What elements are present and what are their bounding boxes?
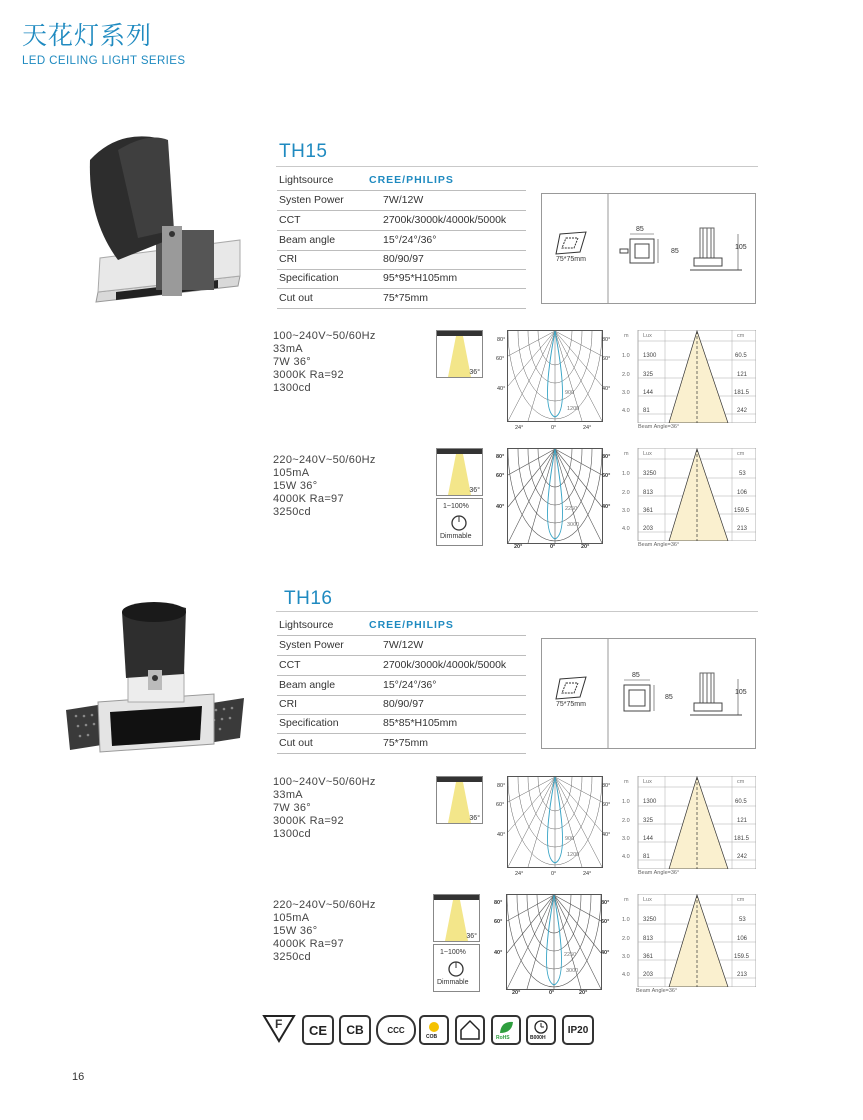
width-label: 85 [632,672,640,679]
spec-row-spec: Specification 85*85*H105mm [277,714,526,734]
height-label: 105 [735,244,747,251]
model-title: TH16 [284,588,333,609]
section-rule [276,611,758,612]
ip20-icon: IP20 [562,1015,594,1045]
ce-icon: CE [302,1015,334,1045]
dimmable-icon: 1~100% Dimmable [433,944,480,992]
lifetime-icon: B000H [526,1015,556,1045]
section-rule [276,166,758,167]
spec-row-beam: Beam angle 15°/24°/36° [277,231,526,251]
spec-row-cutout: Cut out 75*75mm [277,734,526,754]
dimension-drawing [541,638,756,749]
dimmable-icon: 1~100% Dimmable [436,498,483,546]
polar-diagram [507,448,603,544]
electrical-specs: 220~240V~50/60Hz 105mA 15W 36° 4000K Ra=97 3250cd [273,454,376,518]
polar-diagram [507,330,603,422]
catalog-title-en: LED CEILING LIGHT SERIES [22,55,186,67]
product-image-th15 [78,130,246,310]
rohs-icon: RoHS [491,1015,521,1045]
polar-diagram [507,776,603,868]
lux-table: m Lux cm 1.0 1300 60.5 2.0 325 121 3.0 144 181.5 4.0 81 242 [620,776,756,869]
lux-table: m Lux cm 1.0 3250 53 2.0 813 106 3.0 361 159.5 4.0 203 213 [620,894,756,987]
spec-row-cutout: Cut out 75*75mm [277,289,526,309]
spec-row-beam: Beam angle 15°/24°/36° [277,676,526,696]
polar-diagram [506,894,602,990]
electrical-specs: 100~240V~50/60Hz 33mA 7W 36° 3000K Ra=92 1300cd [273,776,376,840]
depth-label: 85 [671,248,679,255]
spec-row-lightsource: Lightsource CREE/PHILIPS [277,616,526,636]
width-label: 85 [636,226,644,233]
height-label: 105 [735,689,747,696]
cb-icon: CB [339,1015,371,1045]
certification-row: F CE CB CCC COB RoHS B000H IP20 [262,1013,602,1043]
cob-icon: COB [419,1015,449,1045]
spec-row-cct: CCT 2700k/3000k/4000k/5000k [277,656,526,676]
model-title: TH15 [279,141,328,162]
beam-icon: 36° [433,894,480,942]
cutout-label: 75*75mm [556,256,586,263]
spec-row-spec: Specification 95*95*H105mm [277,269,526,289]
lux-table: m Lux cm 1.0 1300 60.5 2.0 325 121 3.0 144 181.5 4.0 81 242 [620,330,756,423]
beam-icon: 36° [436,448,483,496]
beam-icon: 36° [436,330,483,378]
catalog-title-cn: 天花灯系列 [22,21,153,50]
ccc-icon: CCC [376,1015,416,1045]
spec-row-power: Systen Power 7W/12W [277,191,526,211]
lux-table: m Lux cm 1.0 3250 53 2.0 813 106 3.0 361 159.5 4.0 203 213 [620,448,756,541]
dimension-drawing [541,193,756,304]
electrical-specs: 220~240V~50/60Hz 105mA 15W 36° 4000K Ra=97 3250cd [273,899,376,963]
spec-row-cct: CCT 2700k/3000k/4000k/5000k [277,211,526,231]
spec-row-cri: CRI 80/90/97 [277,250,526,270]
product-image-th16 [64,594,248,754]
depth-label: 85 [665,694,673,701]
cutout-label: 75*75mm [556,701,586,708]
spec-row-cri: CRI 80/90/97 [277,695,526,715]
beam-icon: 36° [436,776,483,824]
electrical-specs: 100~240V~50/60Hz 33mA 7W 36° 3000K Ra=92 1300cd [273,330,376,394]
page-number: 16 [72,1071,85,1083]
spec-row-lightsource: Lightsource CREE/PHILIPS [277,171,526,191]
spec-row-power: Systen Power 7W/12W [277,636,526,656]
indoor-icon [455,1015,485,1045]
